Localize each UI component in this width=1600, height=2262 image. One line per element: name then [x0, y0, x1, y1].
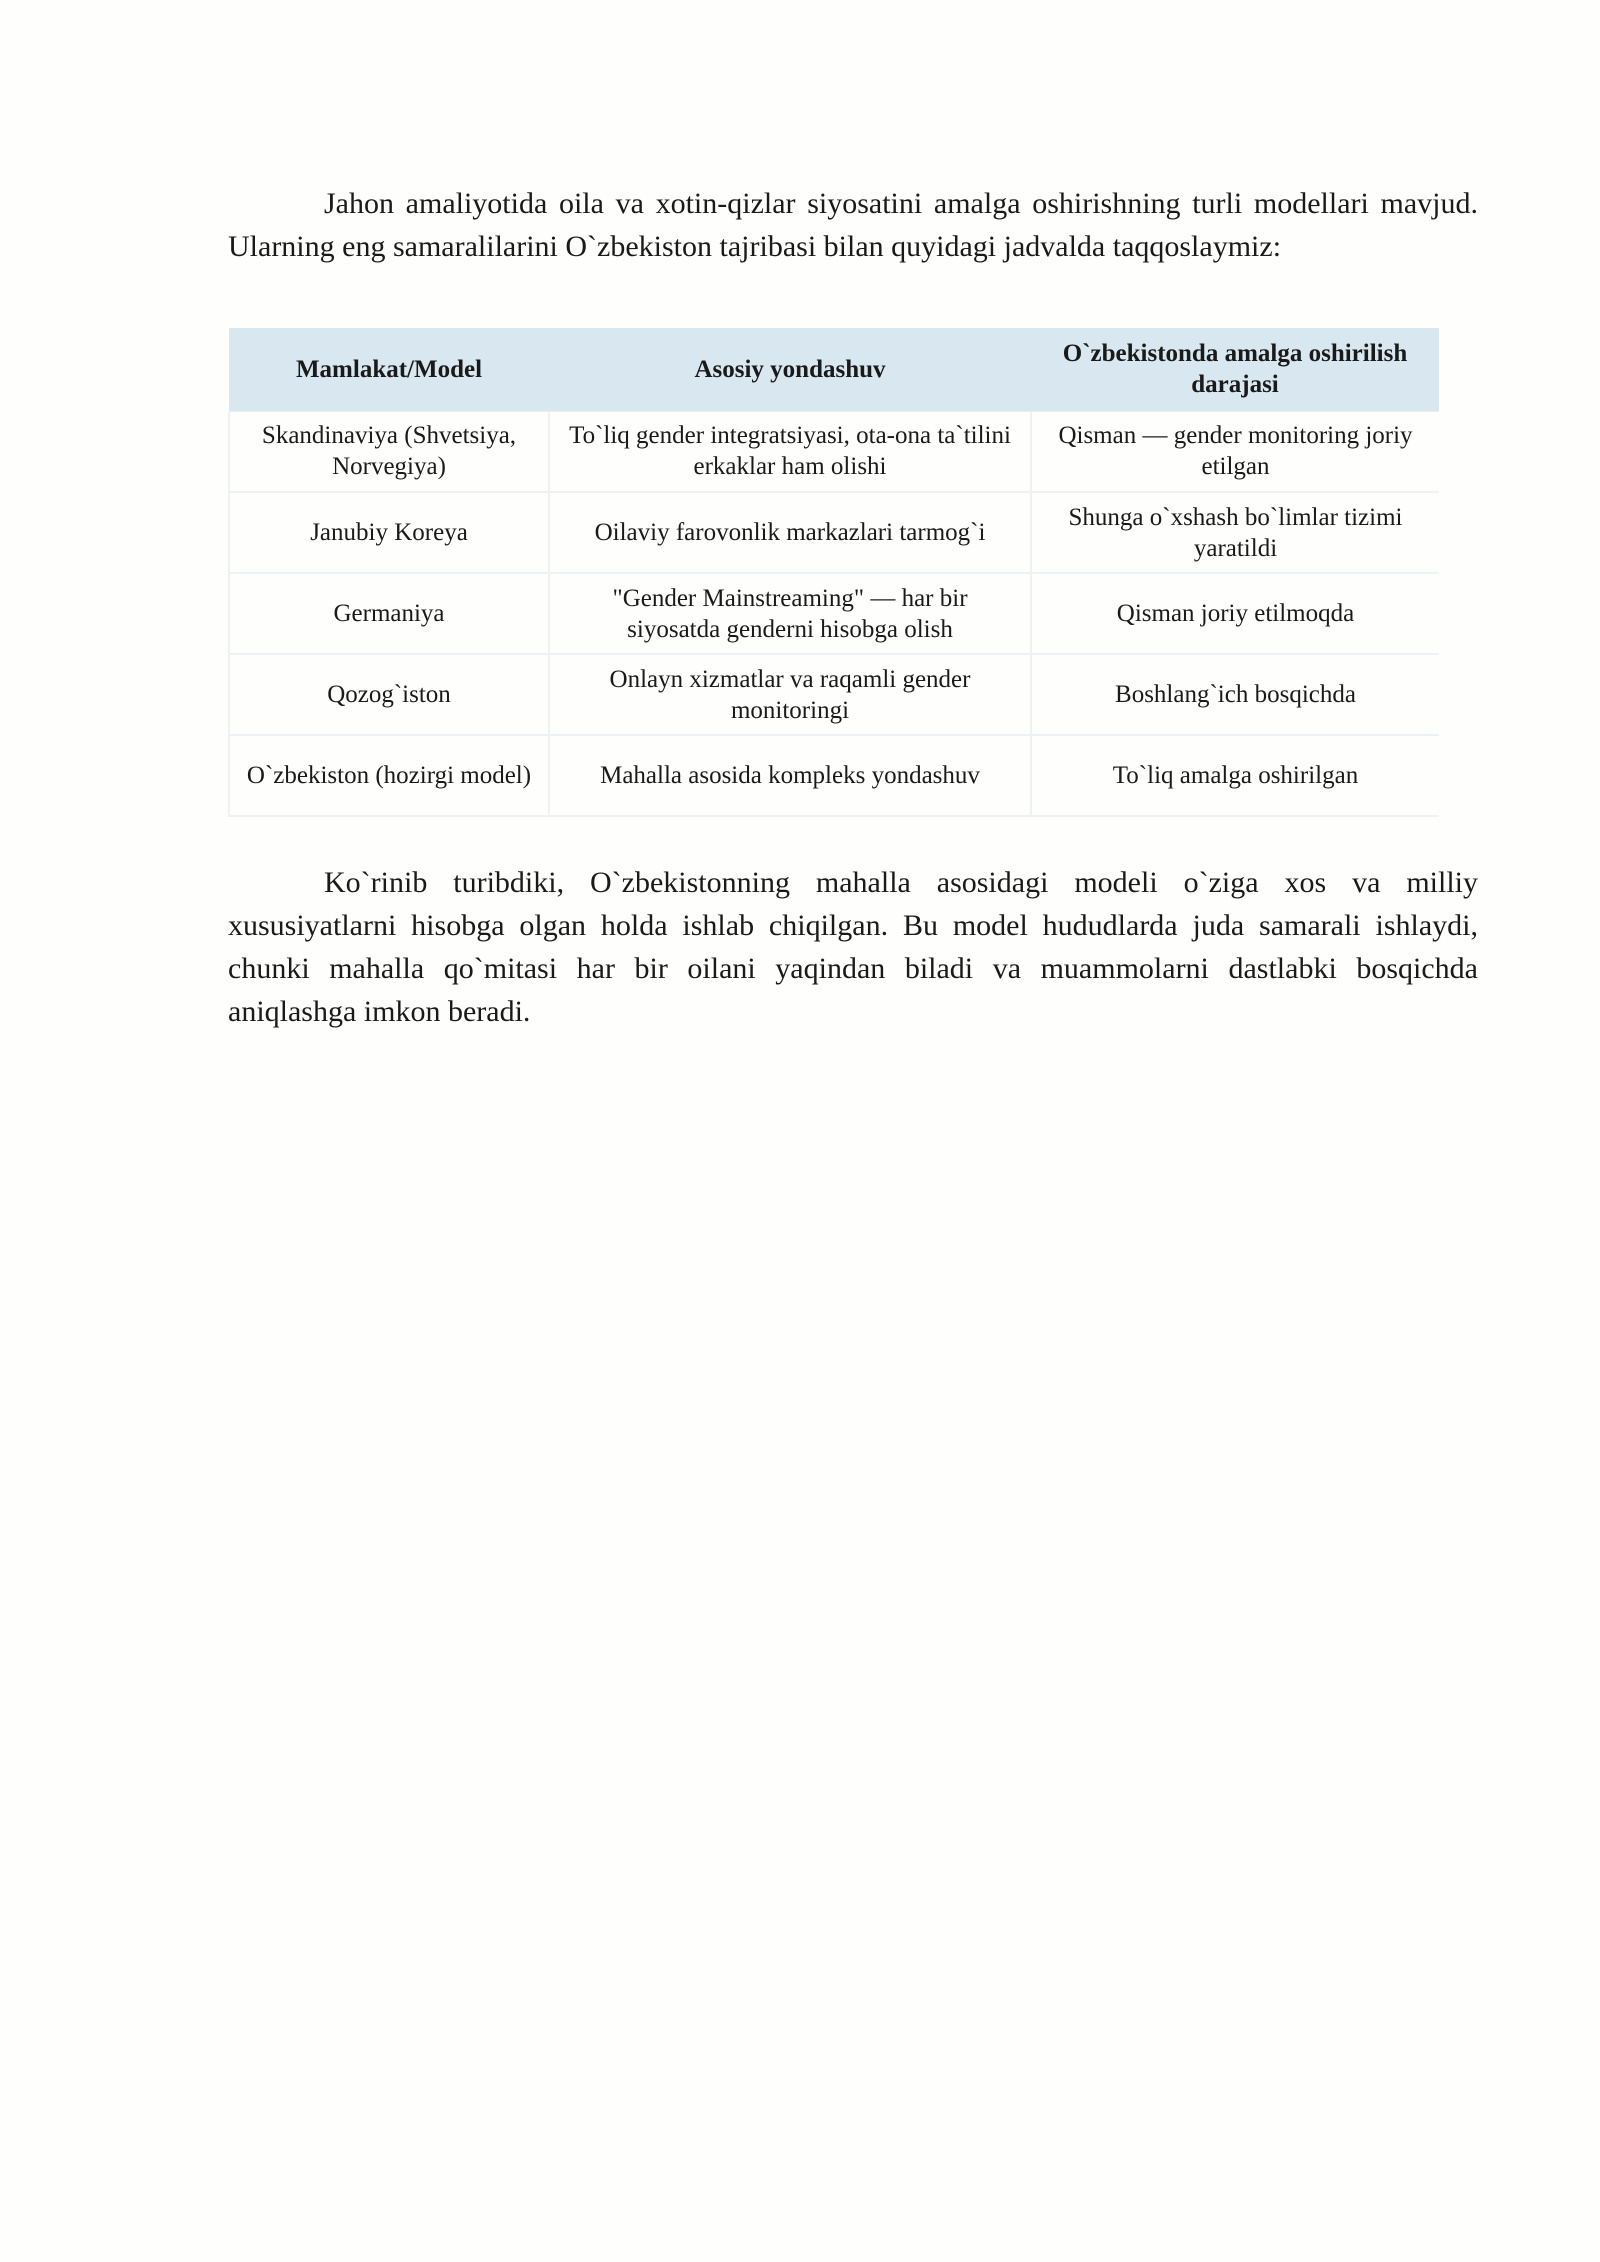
table-cell: Skandinaviya (Shvetsiya, Norvegiya) [229, 411, 549, 492]
table-cell: Shunga o`xshash bo`limlar tizimi yaratildi [1031, 492, 1439, 573]
conclusion-paragraph: Ko`rinib turibdiki, O`zbekistonning mahalla asosidagi modeli o`ziga xos va milliy xususiyatlarni hisobga olgan holda ishlab chiqilgan. Bu model hududlarda juda samarali ishlaydi, chunki mahalla qo`mitasi har bir oilani yaqindan biladi va muammolarni dastlabki bosqichda aniqlashga imkon beradi. [228, 866, 1478, 1028]
table-cell: Germaniya [229, 573, 549, 654]
table-cell: Mahalla asosida kompleks yondashuv [549, 735, 1031, 816]
comparison-table [228, 328, 1439, 817]
header-implementation-level: O`zbekistonda amalga oshirilish darajasi [1031, 328, 1439, 411]
table-cell: Qisman — gender monitoring joriy etilgan [1031, 411, 1439, 492]
table-row [229, 411, 1439, 492]
header-country-model: Mamlakat/Model [229, 328, 549, 411]
intro-paragraph: Jahon amaliyotida oila va xotin-qizlar siyosatini amalga oshirishning turli modellari mavjud. Ularning eng samaralilarini O`zbekiston tajribasi bilan quyidagi jadvalda taqqoslaymiz: [228, 187, 1478, 263]
table-cell: Oilaviy farovonlik markazlari tarmog`i [549, 492, 1031, 573]
table-cell: "Gender Mainstreaming" — har bir siyosatda genderni hisobga olish [549, 573, 1031, 654]
document-page [228, 182, 1478, 1033]
table-row [229, 735, 1439, 816]
table-cell: Boshlang`ich bosqichda [1031, 654, 1439, 735]
table-cell: Qisman joriy etilmoqda [1031, 573, 1439, 654]
table-cell: Onlayn xizmatlar va raqamli gender monitoringi [549, 654, 1031, 735]
table-cell: To`liq amalga oshirilgan [1031, 735, 1439, 816]
comparison-table-wrapper [228, 328, 1438, 817]
header-main-approach: Asosiy yondashuv [549, 328, 1031, 411]
table-cell: Qozog`iston [229, 654, 549, 735]
table-row [229, 573, 1439, 654]
table-header-row [229, 328, 1439, 411]
table-cell: Janubiy Koreya [229, 492, 549, 573]
table-row [229, 654, 1439, 735]
table-cell: To`liq gender integratsiyasi, ota-ona ta`tilini erkaklar ham olishi [549, 411, 1031, 492]
table-cell: O`zbekiston (hozirgi model) [229, 735, 549, 816]
table-row [229, 492, 1439, 573]
